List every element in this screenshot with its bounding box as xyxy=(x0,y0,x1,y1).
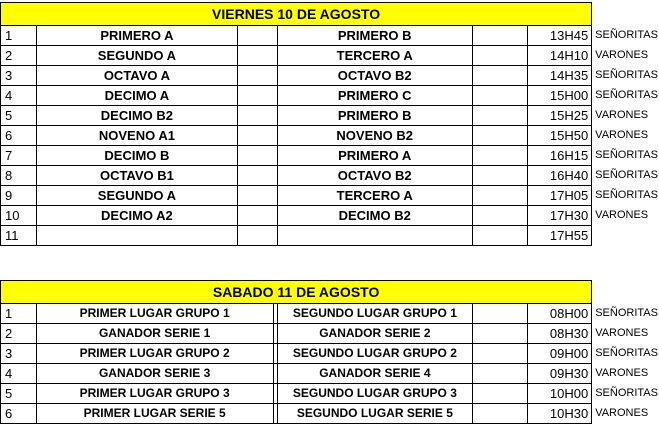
team-a: GANADOR SERIE 3 xyxy=(36,364,273,384)
match-number: 6 xyxy=(1,404,37,424)
match-time: 15H00 xyxy=(528,86,592,106)
category: SEÑORITAS xyxy=(595,29,658,41)
empty-cell xyxy=(473,404,528,424)
match-time: 14H10 xyxy=(528,46,592,66)
team-b: TERCERO A xyxy=(277,186,472,206)
friday-header-row xyxy=(1,3,659,26)
empty-cell xyxy=(472,226,528,246)
match-row xyxy=(1,86,659,106)
match-row xyxy=(1,106,659,126)
empty-cell xyxy=(472,206,528,226)
category: VARONES xyxy=(595,49,649,61)
match-time: 09H30 xyxy=(528,364,592,384)
match-number: 10 xyxy=(1,206,37,226)
empty-cell xyxy=(472,66,528,86)
team-a: DECIMO A xyxy=(36,86,237,106)
match-time: 16H40 xyxy=(528,166,592,186)
empty-cell xyxy=(237,106,277,126)
saturday-title: SABADO 11 DE AGOSTO xyxy=(1,281,592,304)
team-b: SEGUNDO LUGAR GRUPO 2 xyxy=(277,344,473,364)
match-number: 9 xyxy=(1,186,37,206)
match-number: 7 xyxy=(1,146,37,166)
empty-cell xyxy=(473,324,528,344)
match-number: 1 xyxy=(1,304,37,324)
team-b: PRIMERO B xyxy=(277,106,472,126)
category: SEÑORITAS xyxy=(595,149,658,161)
match-row xyxy=(1,126,659,146)
empty-cell xyxy=(237,226,277,246)
match-time: 08H30 xyxy=(528,324,592,344)
match-time: 13H45 xyxy=(528,26,592,46)
team-b: TERCERO A xyxy=(277,46,472,66)
team-b: OCTAVO B2 xyxy=(277,66,472,86)
match-time: 15H25 xyxy=(528,106,592,126)
match-number: 5 xyxy=(1,384,37,404)
match-row xyxy=(1,26,659,46)
match-number: 3 xyxy=(1,344,37,364)
team-b: DECIMO B2 xyxy=(277,206,472,226)
empty-cell xyxy=(237,206,277,226)
match-time: 17H05 xyxy=(528,186,592,206)
match-number: 4 xyxy=(1,364,37,384)
match-row xyxy=(1,384,659,404)
category: VARONES xyxy=(595,129,649,141)
team-b: GANADOR SERIE 4 xyxy=(277,364,473,384)
category: SEÑORITAS xyxy=(595,189,658,201)
team-b: GANADOR SERIE 2 xyxy=(277,324,473,344)
match-number: 11 xyxy=(1,226,37,246)
match-row xyxy=(1,66,659,86)
team-b: PRIMERO A xyxy=(277,146,472,166)
match-number: 1 xyxy=(1,26,37,46)
team-a: OCTAVO A xyxy=(36,66,237,86)
friday-schedule-table xyxy=(0,2,659,246)
category: VARONES xyxy=(595,209,649,221)
empty-cell xyxy=(472,106,528,126)
team-a: SEGUNDO A xyxy=(36,186,237,206)
match-number: 6 xyxy=(1,126,37,146)
match-number: 5 xyxy=(1,106,37,126)
empty-cell xyxy=(473,304,528,324)
empty-cell xyxy=(472,126,528,146)
empty-cell xyxy=(473,364,528,384)
category: SEÑORITAS xyxy=(595,347,658,359)
team-b: SEGUNDO LUGAR SERIE 5 xyxy=(277,404,473,424)
category xyxy=(592,226,659,246)
empty-cell xyxy=(472,86,528,106)
match-row xyxy=(1,46,659,66)
match-row xyxy=(1,186,659,206)
team-b xyxy=(277,226,472,246)
empty-cell xyxy=(472,46,528,66)
match-time: 14H35 xyxy=(528,66,592,86)
team-a: PRIMER LUGAR GRUPO 1 xyxy=(36,304,273,324)
empty-cell xyxy=(237,26,277,46)
team-a xyxy=(36,226,237,246)
team-a: NOVENO A1 xyxy=(36,126,237,146)
category: VARONES xyxy=(595,367,649,379)
team-b: SEGUNDO LUGAR GRUPO 1 xyxy=(277,304,473,324)
saturday-header-row xyxy=(1,281,659,304)
match-time: 17H30 xyxy=(528,206,592,226)
match-row xyxy=(1,304,659,324)
match-row xyxy=(1,226,659,246)
match-time: 15H50 xyxy=(528,126,592,146)
match-time: 08H00 xyxy=(528,304,592,324)
match-number: 2 xyxy=(1,46,37,66)
match-row xyxy=(1,404,659,424)
match-number: 2 xyxy=(1,324,37,344)
match-row xyxy=(1,206,659,226)
match-row xyxy=(1,324,659,344)
team-a: PRIMER LUGAR SERIE 5 xyxy=(36,404,273,424)
team-b: SEGUNDO LUGAR GRUPO 3 xyxy=(277,384,473,404)
empty-cell xyxy=(237,66,277,86)
match-number: 4 xyxy=(1,86,37,106)
empty-cell xyxy=(472,186,528,206)
empty-cell xyxy=(473,344,528,364)
match-time: 16H15 xyxy=(528,146,592,166)
match-time: 17H55 xyxy=(528,226,592,246)
match-number: 8 xyxy=(1,166,37,186)
team-a: GANADOR SERIE 1 xyxy=(36,324,273,344)
category: SEÑORITAS xyxy=(595,69,658,81)
match-time: 09H00 xyxy=(528,344,592,364)
team-b: PRIMERO C xyxy=(277,86,472,106)
match-row xyxy=(1,166,659,186)
match-time: 10H00 xyxy=(528,384,592,404)
match-row xyxy=(1,344,659,364)
team-b: NOVENO B2 xyxy=(277,126,472,146)
category: SEÑORITAS xyxy=(595,169,658,181)
team-a: PRIMER LUGAR GRUPO 2 xyxy=(36,344,273,364)
category: SEÑORITAS xyxy=(595,387,658,399)
empty-cell xyxy=(472,26,528,46)
empty-cell xyxy=(237,46,277,66)
team-a: DECIMO B2 xyxy=(36,106,237,126)
team-a: PRIMERO A xyxy=(36,26,237,46)
empty-cell xyxy=(472,166,528,186)
empty-cell xyxy=(473,384,528,404)
team-a: PRIMER LUGAR GRUPO 3 xyxy=(36,384,273,404)
empty-cell xyxy=(237,166,277,186)
match-number: 3 xyxy=(1,66,37,86)
match-row xyxy=(1,364,659,384)
category: SEÑORITAS xyxy=(595,89,658,101)
team-a: OCTAVO B1 xyxy=(36,166,237,186)
match-row xyxy=(1,146,659,166)
team-b: PRIMERO B xyxy=(277,26,472,46)
category: SEÑORITAS xyxy=(595,307,658,319)
team-b: OCTAVO B2 xyxy=(277,166,472,186)
match-time: 10H30 xyxy=(528,404,592,424)
team-a: DECIMO B xyxy=(36,146,237,166)
category: VARONES xyxy=(595,407,649,419)
category: VARONES xyxy=(595,109,649,121)
category: VARONES xyxy=(595,327,649,339)
empty-cell xyxy=(237,86,277,106)
empty-cell xyxy=(237,186,277,206)
empty-cell xyxy=(472,146,528,166)
empty-cell xyxy=(237,126,277,146)
team-a: DECIMO A2 xyxy=(36,206,237,226)
team-a: SEGUNDO A xyxy=(36,46,237,66)
saturday-schedule-table xyxy=(0,280,659,424)
empty-cell xyxy=(237,146,277,166)
friday-title: VIERNES 10 DE AGOSTO xyxy=(1,3,592,26)
